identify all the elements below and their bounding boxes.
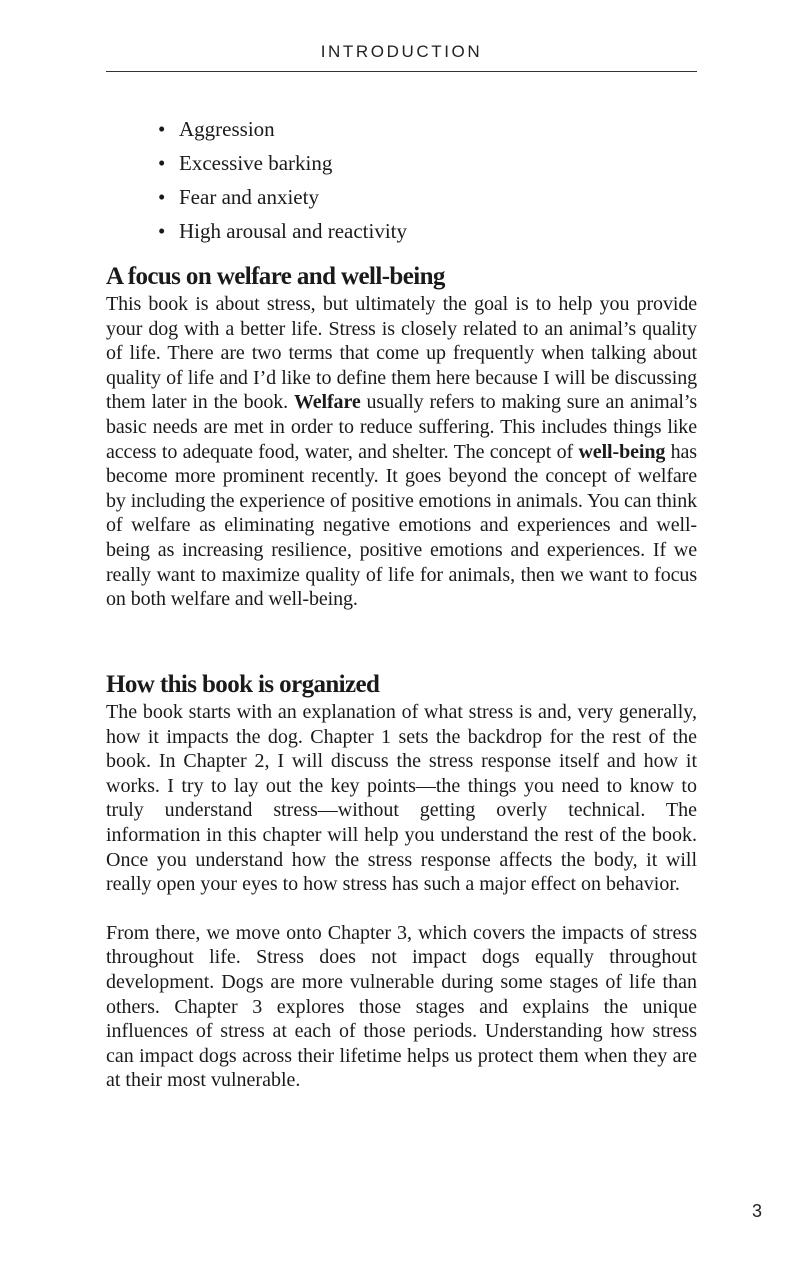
list-item xyxy=(158,112,407,146)
page-number: 3 xyxy=(751,1201,762,1221)
list-item-text: Aggression xyxy=(179,117,275,141)
term-welfare: Welfare xyxy=(293,391,361,414)
list-item-text: Fear and anxiety xyxy=(179,185,319,209)
running-head: INTRODUCTION xyxy=(320,42,483,61)
paragraph: From there, we move onto Chapter 3, which covers the impacts of stress throughout life. Stress does not impact dogs equally throughout development. Dogs are more vulnerable during some stages of life than others. Chapter 3 explores those stages and explains the unique influences of stress at each of those periods. Understanding how stress can impact dogs across their lifetime helps us protect them when they are at their most vulnerable. xyxy=(106,921,697,1092)
list-item xyxy=(158,146,407,180)
list-item-text: High arousal and reactivity xyxy=(179,219,408,243)
header-rule xyxy=(106,71,697,72)
section-heading-organization: How this book is organized xyxy=(106,671,380,698)
paragraph-text: This book is about stress, but ultimately the goal is to help you provide your dog with a better life. Stress is closely related to an animal’s quality of life. There are two terms that come up frequently when talking about quality of life and I’d like to define them here because I will be discussing them later in the book. xyxy=(106,293,697,414)
term-well-being: well-being xyxy=(578,440,666,463)
paragraph xyxy=(106,292,697,612)
paragraph-text: usually refers to making sure an animal’s basic needs are met in order to reduce suffering. This includes things like access to adequate food, water, and shelter. The concept of xyxy=(106,391,698,463)
section-body-organization xyxy=(106,700,697,1093)
paragraph: The book starts with an explanation of what stress is and, very generally, how it impacts the dog. Chapter 1 sets the backdrop for the rest of the book. In Chapter 2, I will discuss the stress response itself and how it works. I try to lay out the key points—the things you need to know to truly understand stress—without getting overly technical. The information in this chapter will help you understand the rest of the book. Once you understand how the stress response affects the body, it will really open your eyes to how stress has such a major effect on behavior. xyxy=(106,701,697,896)
list-item-text: Excessive barking xyxy=(179,151,333,175)
list-item xyxy=(158,214,407,248)
list-item xyxy=(158,180,407,214)
paragraph-text: has become more prominent recently. It goes beyond the concept of welfare by including the experience of positive emotions in animals. You can think of welfare as eliminating negative emotions and experiences and well-being as increasing resilience, positive emotions and experiences. If we really want to maximize quality of life for animals, then we want to focus on both welfare and well-being. xyxy=(106,440,697,611)
section-body-welfare xyxy=(106,292,697,612)
bullet-list xyxy=(158,112,407,248)
section-heading-welfare: A focus on welfare and well-being xyxy=(106,263,445,290)
